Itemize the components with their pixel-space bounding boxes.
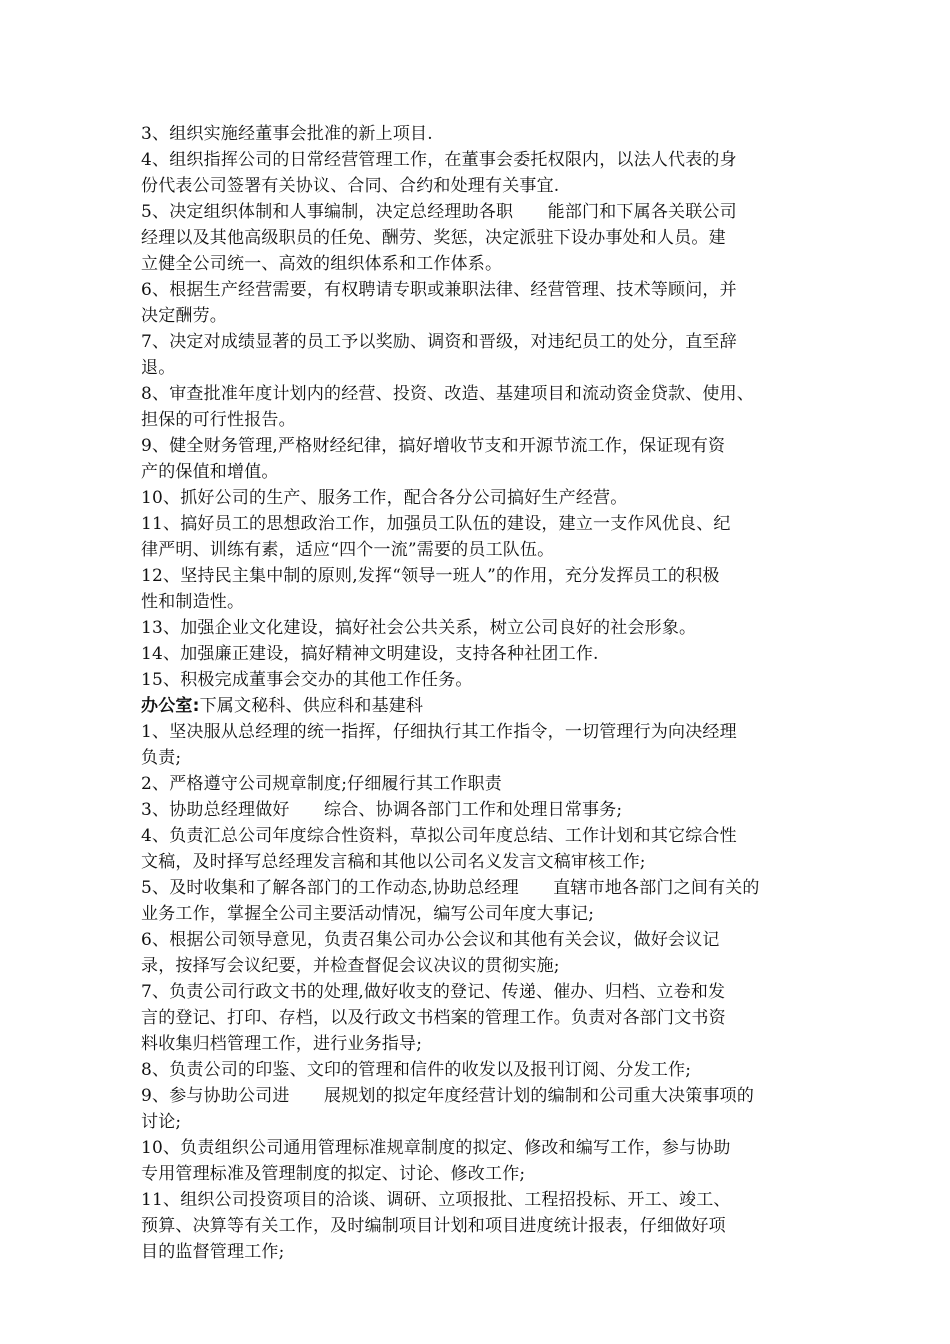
text-line: 言的登记、打印、存档，以及行政文书档案的管理工作。负责对各部门文书资 xyxy=(141,1008,726,1028)
text-line: 性和制造性。 xyxy=(141,592,245,612)
text-line: 决定酬劳。 xyxy=(141,306,227,326)
text-line: 11、组织公司投资项目的洽谈、调研、立项报批、工程招投标、开工、竣工、 xyxy=(141,1190,731,1210)
text-line: 4、负责汇总公司年度综合性资料，草拟公司年度总结、工作计划和其它综合性 xyxy=(141,826,737,846)
text-line: 9、健全财务管理,严格财经纪律，搞好增收节支和开源节流工作，保证现有资 xyxy=(141,436,726,456)
text-line: 料收集归档管理工作，进行业务指导; xyxy=(141,1034,423,1054)
document-body xyxy=(141,121,831,1265)
text-line: 6、根据公司领导意见，负责召集公司办公会议和其他有关会议，做好会议记 xyxy=(141,930,720,950)
text-line: 11、搞好员工的思想政治工作，加强员工队伍的建设，建立一支作风优良、纪 xyxy=(141,514,731,534)
general-manager-duties xyxy=(141,121,831,693)
text-line: 5、及时收集和了解各部门的工作动态,协助总经理 直辖市地各部门之间有关的 xyxy=(141,878,760,898)
text-line: 14、加强廉正建设，搞好精神文明建设，支持各种社团工作. xyxy=(141,644,599,664)
text-line: 3、协助总经理做好 综合、协调各部门工作和处理日常事务; xyxy=(141,800,623,820)
text-line: 10、负责组织公司通用管理标准规章制度的拟定、修改和编写工作，参与协助 xyxy=(141,1138,731,1158)
text-line: 律严明、训练有素，适应“四个一流”需要的员工队伍。 xyxy=(141,540,555,560)
text-line: 6、根据生产经营需要，有权聘请专职或兼职法律、经营管理、技术等顾问，并 xyxy=(141,280,737,300)
text-line: 退。 xyxy=(141,358,176,378)
text-line: 15、积极完成董事会交办的其他工作任务。 xyxy=(141,670,473,690)
office-heading-label: 办公室: xyxy=(141,696,200,716)
text-line: 10、抓好公司的生产、服务工作，配合各分公司搞好生产经营。 xyxy=(141,488,628,508)
office-heading-text: 下属文秘科、供应科和基建科 xyxy=(199,696,424,716)
text-line: 9、参与协助公司进 展规划的拟定年度经营计划的编制和公司重大决策事项的 xyxy=(141,1086,755,1106)
text-line: 份代表公司签署有关协议、合同、合约和处理有关事宜. xyxy=(141,176,560,196)
text-line: 专用管理标准及管理制度的拟定、讨论、修改工作; xyxy=(141,1164,526,1184)
text-line: 立健全公司统一、高效的组织体系和工作体系。 xyxy=(141,254,503,274)
text-line: 负责; xyxy=(141,748,182,768)
text-line: 8、负责公司的印鉴、文印的管理和信件的收发以及报刊订阅、分发工作; xyxy=(141,1060,692,1080)
text-line: 7、决定对成绩显著的员工予以奖励、调资和晋级，对违纪员工的处分，直至辞 xyxy=(141,332,737,352)
text-line: 预算、决算等有关工作，及时编制项目计划和项目进度统计报表，仔细做好项 xyxy=(141,1216,726,1236)
text-line: 12、坚持民主集中制的原则,发挥“领导一班人”的作用，充分发挥员工的积极 xyxy=(141,566,720,586)
text-line: 经理以及其他高级职员的任免、酬劳、奖惩，决定派驻下设办事处和人员。建 xyxy=(141,228,726,248)
text-line: 担保的可行性报告。 xyxy=(141,410,296,430)
office-heading xyxy=(141,693,831,719)
text-line: 录，按择写会议纪要，并检查督促会议决议的贯彻实施; xyxy=(141,956,560,976)
text-line: 4、组织指挥公司的日常经营管理工作，在董事会委托权限内，以法人代表的身 xyxy=(141,150,737,170)
text-line: 3、组织实施经董事会批准的新上项目. xyxy=(141,124,433,144)
text-line: 目的监督管理工作; xyxy=(141,1242,285,1262)
text-line: 文稿，及时择写总经理发言稿和其他以公司名义发言文稿审核工作; xyxy=(141,852,646,872)
text-line: 7、负责公司行政文书的处理,做好收支的登记、传递、催办、归档、立卷和发 xyxy=(141,982,726,1002)
text-line: 13、加强企业文化建设，搞好社会公共关系，树立公司良好的社会形象。 xyxy=(141,618,697,638)
text-line: 8、审查批准年度计划内的经营、投资、改造、基建项目和流动资金贷款、使用、 xyxy=(141,384,755,404)
text-line: 2、严格遵守公司规章制度;仔细履行其工作职责 xyxy=(141,774,502,794)
office-duties xyxy=(141,719,831,1265)
text-line: 5、决定组织体制和人事编制，决定总经理助各职 能部门和下属各关联公司 xyxy=(141,202,737,222)
text-line: 1、坚决服从总经理的统一指挥，仔细执行其工作指令，一切管理行为向决经理 xyxy=(141,722,737,742)
text-line: 业务工作，掌握全公司主要活动情况，编写公司年度大事记; xyxy=(141,904,595,924)
text-line: 产的保值和增值。 xyxy=(141,462,279,482)
text-line: 讨论; xyxy=(141,1112,182,1132)
